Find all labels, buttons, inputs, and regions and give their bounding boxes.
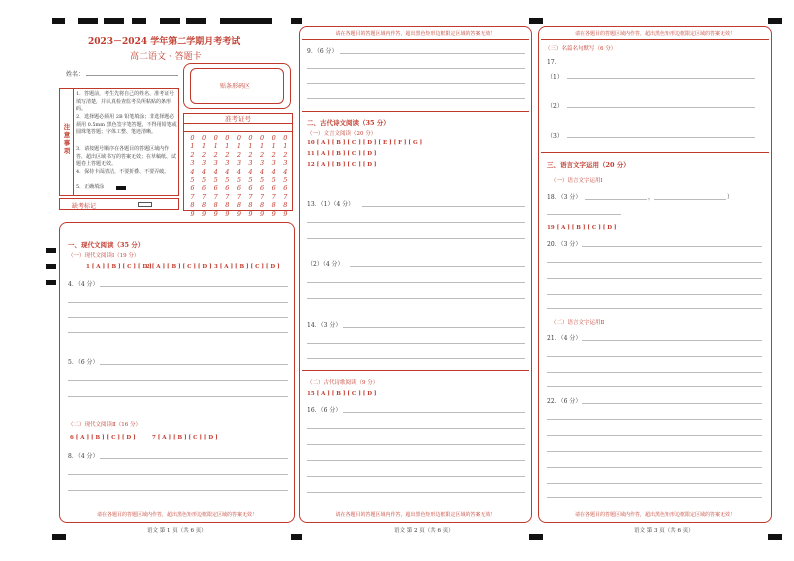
p1-section-title: 一、现代文阅读（35 分） [68, 241, 145, 249]
answer-line[interactable] [68, 332, 288, 333]
answer-line[interactable] [547, 419, 762, 420]
registration-mark [46, 264, 56, 269]
exam-id-label: 准考证号 [184, 114, 292, 124]
exam-subtitle: 高二语文 · 答题卡 [130, 52, 202, 62]
answer-line[interactable] [307, 98, 525, 99]
q22-label: 22．（6 分） [547, 398, 582, 405]
exam-id-grid [183, 113, 293, 218]
q18-label: 18．（3 分） [547, 194, 582, 201]
answer-line[interactable] [547, 372, 762, 373]
exam-id-digit[interactable]: 0 [271, 134, 276, 142]
notice-item-2: 2．选择题必须用 2B 铅笔填涂；非选择题必须用 0.5mm 黑色签字笔答题，不得用铅笔或圆珠笔答题；字体工整、笔迹清晰。 [76, 114, 177, 136]
p3-sub1: （三）名篇名句默写（6 分） [545, 46, 617, 52]
answer-line[interactable] [547, 262, 762, 263]
name-label: 姓名： [66, 71, 85, 78]
exam-id-digit[interactable]: 2 [271, 150, 276, 159]
q4-label: 4．（4 分） [68, 281, 99, 288]
page3-answer-area [538, 26, 772, 523]
p2-warning-bottom: 请在各题目的答题区域内作答，超出黑色矩形边框限定区域的答案无效！ [335, 512, 496, 518]
exam-id-digit[interactable]: 5 [271, 176, 276, 185]
answer-line[interactable] [307, 282, 525, 283]
registration-mark [291, 534, 302, 540]
q14-label: 14．（3 分） [307, 322, 342, 329]
registration-mark [78, 18, 98, 24]
exam-id-digit[interactable]: 2 [248, 150, 253, 159]
answer-line[interactable] [362, 206, 525, 207]
p2-footer: 语文 第 2 页（共 6 页） [394, 528, 454, 534]
exam-id-digit[interactable]: 2 [213, 150, 218, 159]
exam-id-column[interactable] [268, 134, 279, 218]
answer-line[interactable] [68, 396, 288, 397]
p3-section-title: 三、语言文字运用（20 分） [547, 161, 630, 169]
exam-id-digit[interactable]: 0 [213, 134, 218, 142]
p3-warning-top: 请在各题目的答题区域内作答，超出黑色矩形边框限定区域的答案无效！ [574, 31, 735, 37]
mc-q11[interactable]: 11 [ A ] [ B ] [ C ] [ D ] [307, 151, 377, 157]
answer-line[interactable] [343, 327, 525, 328]
answer-line[interactable] [547, 308, 762, 309]
p2-sub2: （二）古代诗歌阅读（9 分） [307, 380, 379, 386]
exam-id-digit[interactable]: 8 [190, 201, 195, 210]
q17-blank-3: （3） [547, 133, 563, 140]
registration-mark [768, 18, 782, 24]
divider [302, 111, 529, 112]
exam-id-digit[interactable]: 9 [283, 209, 288, 218]
exam-id-digit[interactable]: 4 [248, 167, 253, 176]
barcode-area [183, 63, 291, 109]
exam-id-digit[interactable]: 4 [213, 167, 218, 176]
exam-id-column[interactable] [222, 134, 233, 218]
exam-id-column[interactable] [210, 134, 221, 218]
exam-id-digit[interactable]: 7 [271, 192, 276, 201]
name-input-line[interactable] [86, 75, 178, 76]
exam-id-digit[interactable]: 4 [236, 167, 241, 176]
exam-id-digit[interactable]: 8 [283, 201, 288, 210]
answer-line[interactable] [547, 356, 762, 357]
notice-box [59, 88, 179, 196]
exam-id-digit[interactable]: 2 [190, 150, 195, 159]
mc-q7[interactable]: 7 [ A ] [ B ] [ C ] [ D ] [152, 435, 218, 441]
absent-row [59, 198, 179, 210]
filled-sample [116, 186, 126, 190]
exam-id-digit[interactable]: 1 [283, 142, 288, 151]
exam-id-digit[interactable]: 1 [271, 142, 276, 151]
exam-id-digit[interactable]: 8 [213, 201, 218, 210]
exam-id-digit[interactable]: 8 [271, 201, 276, 210]
answer-line[interactable] [547, 483, 762, 484]
exam-id-digit[interactable]: 3 [260, 159, 265, 168]
exam-id-digit[interactable]: 1 [213, 142, 218, 151]
answer-line[interactable] [547, 497, 762, 498]
exam-id-digit[interactable]: 7 [190, 192, 195, 201]
answer-line[interactable] [100, 364, 288, 365]
exam-id-digit[interactable]: 4 [225, 167, 230, 176]
q5-label: 5．（6 分） [68, 359, 99, 366]
exam-id-digit[interactable]: 9 [213, 209, 218, 218]
registration-mark [768, 534, 782, 540]
exam-id-digit[interactable]: 1 [202, 142, 207, 151]
answer-line[interactable] [547, 278, 762, 279]
exam-id-digit[interactable]: 6 [190, 184, 195, 193]
answer-line[interactable] [307, 428, 525, 429]
answer-line[interactable] [307, 222, 525, 223]
exam-id-digit[interactable]: 5 [260, 176, 265, 185]
q20-label: 20．（3 分） [547, 241, 582, 248]
exam-id-digit[interactable]: 6 [260, 184, 265, 193]
registration-mark [160, 18, 180, 24]
registration-mark [291, 18, 302, 24]
exam-id-digit[interactable]: 5 [225, 176, 230, 185]
exam-id-column[interactable] [257, 134, 268, 218]
p3-warning-bottom: 请在各题目的答题区域内作答，超出黑色矩形边框限定区域的答案无效！ [574, 512, 735, 518]
answer-line[interactable] [547, 451, 762, 452]
q17-blank-2: （2） [547, 103, 563, 110]
exam-id-digit[interactable]: 0 [225, 134, 230, 142]
answer-line[interactable] [547, 467, 762, 468]
answer-line[interactable] [68, 474, 288, 475]
mc-q1[interactable]: 1 [ A ] [ B ] [ C ] [ D ] [86, 264, 152, 270]
exam-id-digit[interactable]: 7 [248, 192, 253, 201]
exam-id-column[interactable] [245, 134, 256, 218]
exam-id-digit[interactable]: 1 [190, 142, 195, 151]
exam-id-digit[interactable]: 6 [271, 184, 276, 193]
p3-footer: 语文 第 3 页（共 6 页） [634, 528, 694, 534]
exam-id-digit[interactable]: 7 [213, 192, 218, 201]
exam-id-digit[interactable]: 6 [202, 184, 207, 193]
answer-line[interactable] [343, 412, 525, 413]
mc-q3[interactable]: 3 [ A ] [ B ] [ C ] [ D ] [214, 264, 280, 270]
registration-mark [104, 18, 124, 24]
answer-line[interactable] [307, 444, 525, 445]
exam-id-digit[interactable]: 9 [248, 209, 253, 218]
exam-id-digit[interactable]: 0 [248, 134, 253, 142]
answer-line[interactable] [547, 294, 762, 295]
q13-1-label: 13．（1）（4 分） [307, 201, 355, 208]
exam-id-digit[interactable]: 9 [271, 209, 276, 218]
exam-id-digit[interactable]: 1 [236, 142, 241, 151]
registration-mark [529, 534, 543, 540]
p1-footer: 语文 第 1 页（共 6 页） [147, 528, 207, 534]
answer-line[interactable] [307, 298, 525, 299]
registration-mark [132, 18, 146, 24]
p2-sub1: （一）文言文阅读（20 分） [307, 131, 377, 137]
p1-warning: 请在各题目的答题区域内作答，超出黑色矩形边框限定区域的答案无效！ [96, 512, 257, 518]
exam-id-digit[interactable]: 5 [213, 176, 218, 185]
exam-id-digit[interactable]: 5 [248, 176, 253, 185]
q16-label: 16．（6 分） [307, 407, 342, 414]
answer-line[interactable] [100, 458, 288, 459]
answer-line[interactable] [68, 302, 288, 303]
q8-label: 8．（4 分） [68, 453, 99, 460]
notice-item-3: 3．请按题号顺序在各题目的答题区域内作答，超出区域书写的答案无效；在草稿纸、试题卷上答题无效。 [76, 146, 177, 168]
exam-id-column[interactable] [280, 134, 291, 218]
exam-id-digit[interactable]: 6 [248, 184, 253, 193]
q17-label: 17． [547, 59, 561, 66]
exam-id-digit[interactable]: 8 [248, 201, 253, 210]
barcode-label: 贴条形码区 [220, 83, 251, 90]
exam-id-column[interactable] [199, 134, 210, 218]
divider [541, 152, 769, 153]
exam-id-digit[interactable]: 3 [213, 159, 218, 168]
answer-line[interactable] [307, 68, 525, 69]
exam-id-digit[interactable]: 3 [236, 159, 241, 168]
exam-id-digit[interactable]: 4 [283, 167, 288, 176]
answer-line[interactable] [547, 386, 762, 387]
mc-q10[interactable]: 10 [ A ] [ B ] [ C ] [ D ] [ E ] [ F ] [ G ] [307, 140, 423, 146]
exam-id-digit[interactable]: 7 [236, 192, 241, 201]
p1-sub1: （一）现代文阅读Ⅰ（19 分） [68, 253, 140, 259]
exam-id-digit[interactable]: 5 [283, 176, 288, 185]
mc-q15[interactable]: 15 [ A ] [ B ] [ C ] [ D ] [307, 391, 377, 397]
exam-id-digit[interactable]: 8 [260, 201, 265, 210]
exam-id-digit[interactable]: 9 [190, 209, 195, 218]
answer-line[interactable] [307, 476, 525, 477]
notice-item-4: 4．保持卡面清洁，不要折叠、不要弄破。 [76, 169, 170, 175]
answer-line[interactable] [582, 403, 762, 404]
exam-id-digit[interactable]: 7 [202, 192, 207, 201]
exam-id-digit[interactable]: 8 [225, 201, 230, 210]
answer-line[interactable] [68, 380, 288, 381]
exam-id-digit[interactable]: 4 [271, 167, 276, 176]
p2-warning-top: 请在各题目的答题区域内作答，超出黑色矩形边框限定区域的答案无效！ [335, 31, 496, 37]
registration-mark [52, 18, 65, 24]
exam-id-digit[interactable]: 6 [213, 184, 218, 193]
answer-line[interactable] [307, 460, 525, 461]
exam-id-digit[interactable]: 5 [236, 176, 241, 185]
q13-2-label: （2）（4 分） [307, 261, 344, 268]
exam-id-digit[interactable]: 5 [202, 176, 207, 185]
answer-line[interactable] [582, 246, 762, 247]
registration-mark [220, 18, 272, 24]
p3-sub2: （一）语言文字运用Ⅰ [551, 178, 603, 184]
exam-id-digit[interactable]: 6 [283, 184, 288, 193]
mc-q19[interactable]: 19 [ A ] [ B ] [ C ] [ D ] [547, 225, 617, 231]
answer-line[interactable] [68, 317, 288, 318]
exam-id-digit[interactable]: 9 [236, 209, 241, 218]
exam-id-columns[interactable] [187, 134, 291, 218]
divider [302, 39, 529, 40]
answer-line[interactable] [654, 199, 726, 200]
notice-item-5: 5．正确填涂 [76, 184, 105, 190]
p2-section-title: 二、古代诗文阅读（35 分） [307, 119, 390, 127]
exam-id-column[interactable] [187, 134, 198, 218]
q9-label: 9．（6 分） [307, 48, 338, 55]
answer-line[interactable] [547, 214, 621, 215]
answer-line[interactable] [307, 358, 525, 359]
exam-id-digit[interactable]: 1 [225, 142, 230, 151]
exam-id-digit[interactable]: 2 [283, 150, 288, 159]
exam-id-digit[interactable]: 7 [283, 192, 288, 201]
answer-line[interactable] [585, 199, 647, 200]
registration-mark [529, 18, 543, 24]
exam-id-digit[interactable]: 2 [225, 150, 230, 159]
q18-sep: ， [648, 194, 655, 201]
absent-checkbox[interactable] [138, 202, 152, 207]
mc-q6[interactable]: 6 [ A ] [ B ] [ C ] [ D ] [70, 435, 136, 441]
exam-id-digit[interactable]: 6 [225, 184, 230, 193]
exam-id-digit[interactable]: 4 [202, 167, 207, 176]
exam-id-digit[interactable]: 1 [248, 142, 253, 151]
absent-label: 缺考标记 [72, 203, 97, 210]
exam-id-digit[interactable]: 9 [260, 209, 265, 218]
answer-line[interactable] [567, 78, 755, 79]
answer-line[interactable] [567, 107, 755, 108]
notice-label: 注意事项 [63, 123, 71, 155]
exam-id-digit[interactable]: 3 [283, 159, 288, 168]
q18-end: ） [727, 194, 734, 201]
exam-id-digit[interactable]: 3 [248, 159, 253, 168]
exam-id-digit[interactable]: 2 [202, 150, 207, 159]
exam-id-digit[interactable]: 0 [236, 134, 241, 142]
answer-line[interactable] [567, 137, 755, 138]
registration-mark [46, 248, 56, 253]
answer-line[interactable] [307, 492, 525, 493]
exam-id-digit[interactable]: 7 [225, 192, 230, 201]
exam-id-digit[interactable]: 3 [271, 159, 276, 168]
mc-q2[interactable]: 2 [ A ] [ B ] [ C ] [ D ] [146, 264, 212, 270]
exam-id-digit[interactable]: 5 [190, 176, 195, 185]
exam-id-digit[interactable]: 4 [260, 167, 265, 176]
exam-id-digit[interactable]: 8 [236, 201, 241, 210]
page2-answer-area [299, 26, 532, 523]
exam-id-column[interactable] [233, 134, 244, 218]
divider [302, 370, 529, 371]
exam-id-digit[interactable]: 1 [260, 142, 265, 151]
exam-id-digit[interactable]: 0 [202, 134, 207, 142]
divider [541, 39, 769, 40]
answer-line[interactable] [307, 238, 525, 239]
exam-id-digit[interactable]: 3 [190, 159, 195, 168]
answer-line[interactable] [350, 266, 525, 267]
registration-mark [52, 534, 66, 540]
p3-sub3: （二）语言文字运用Ⅱ [551, 320, 605, 326]
answer-line[interactable] [582, 340, 762, 341]
exam-title: 2023－2024 学年第二学期月考考试 [88, 37, 241, 47]
answer-line[interactable] [307, 343, 525, 344]
answer-line[interactable] [100, 286, 288, 287]
exam-id-digit[interactable]: 6 [236, 184, 241, 193]
exam-id-digit[interactable]: 8 [202, 201, 207, 210]
exam-id-digit[interactable]: 2 [236, 150, 241, 159]
answer-line[interactable] [307, 83, 525, 84]
q21-label: 21．（4 分） [547, 335, 582, 342]
exam-id-digit[interactable]: 4 [190, 167, 195, 176]
exam-id-digit[interactable]: 0 [190, 134, 195, 142]
exam-id-digit[interactable]: 2 [260, 150, 265, 159]
exam-id-digit[interactable]: 0 [260, 134, 265, 142]
registration-mark [46, 280, 56, 285]
exam-id-digit[interactable]: 0 [283, 134, 288, 142]
p1-sub2: （二）现代文阅读Ⅱ（16 分） [68, 422, 141, 428]
exam-id-digit[interactable]: 3 [225, 159, 230, 168]
mc-q12[interactable]: 12 [ A ] [ B ] [ C ] [ D ] [307, 162, 377, 168]
registration-mark [186, 18, 206, 24]
notice-item-1: 1．答题前，考生先将自己的姓名、准考证号填写清楚，并认真检查监考员所粘贴的条形码。 [76, 91, 175, 113]
exam-id-digit[interactable]: 9 [202, 209, 207, 218]
exam-id-digit[interactable]: 7 [260, 192, 265, 201]
exam-id-digit[interactable]: 3 [202, 159, 207, 168]
q17-blank-1: （1） [547, 74, 563, 81]
exam-id-digit[interactable]: 9 [225, 209, 230, 218]
answer-line[interactable] [340, 53, 525, 54]
answer-line[interactable] [68, 490, 288, 491]
answer-line[interactable] [547, 435, 762, 436]
